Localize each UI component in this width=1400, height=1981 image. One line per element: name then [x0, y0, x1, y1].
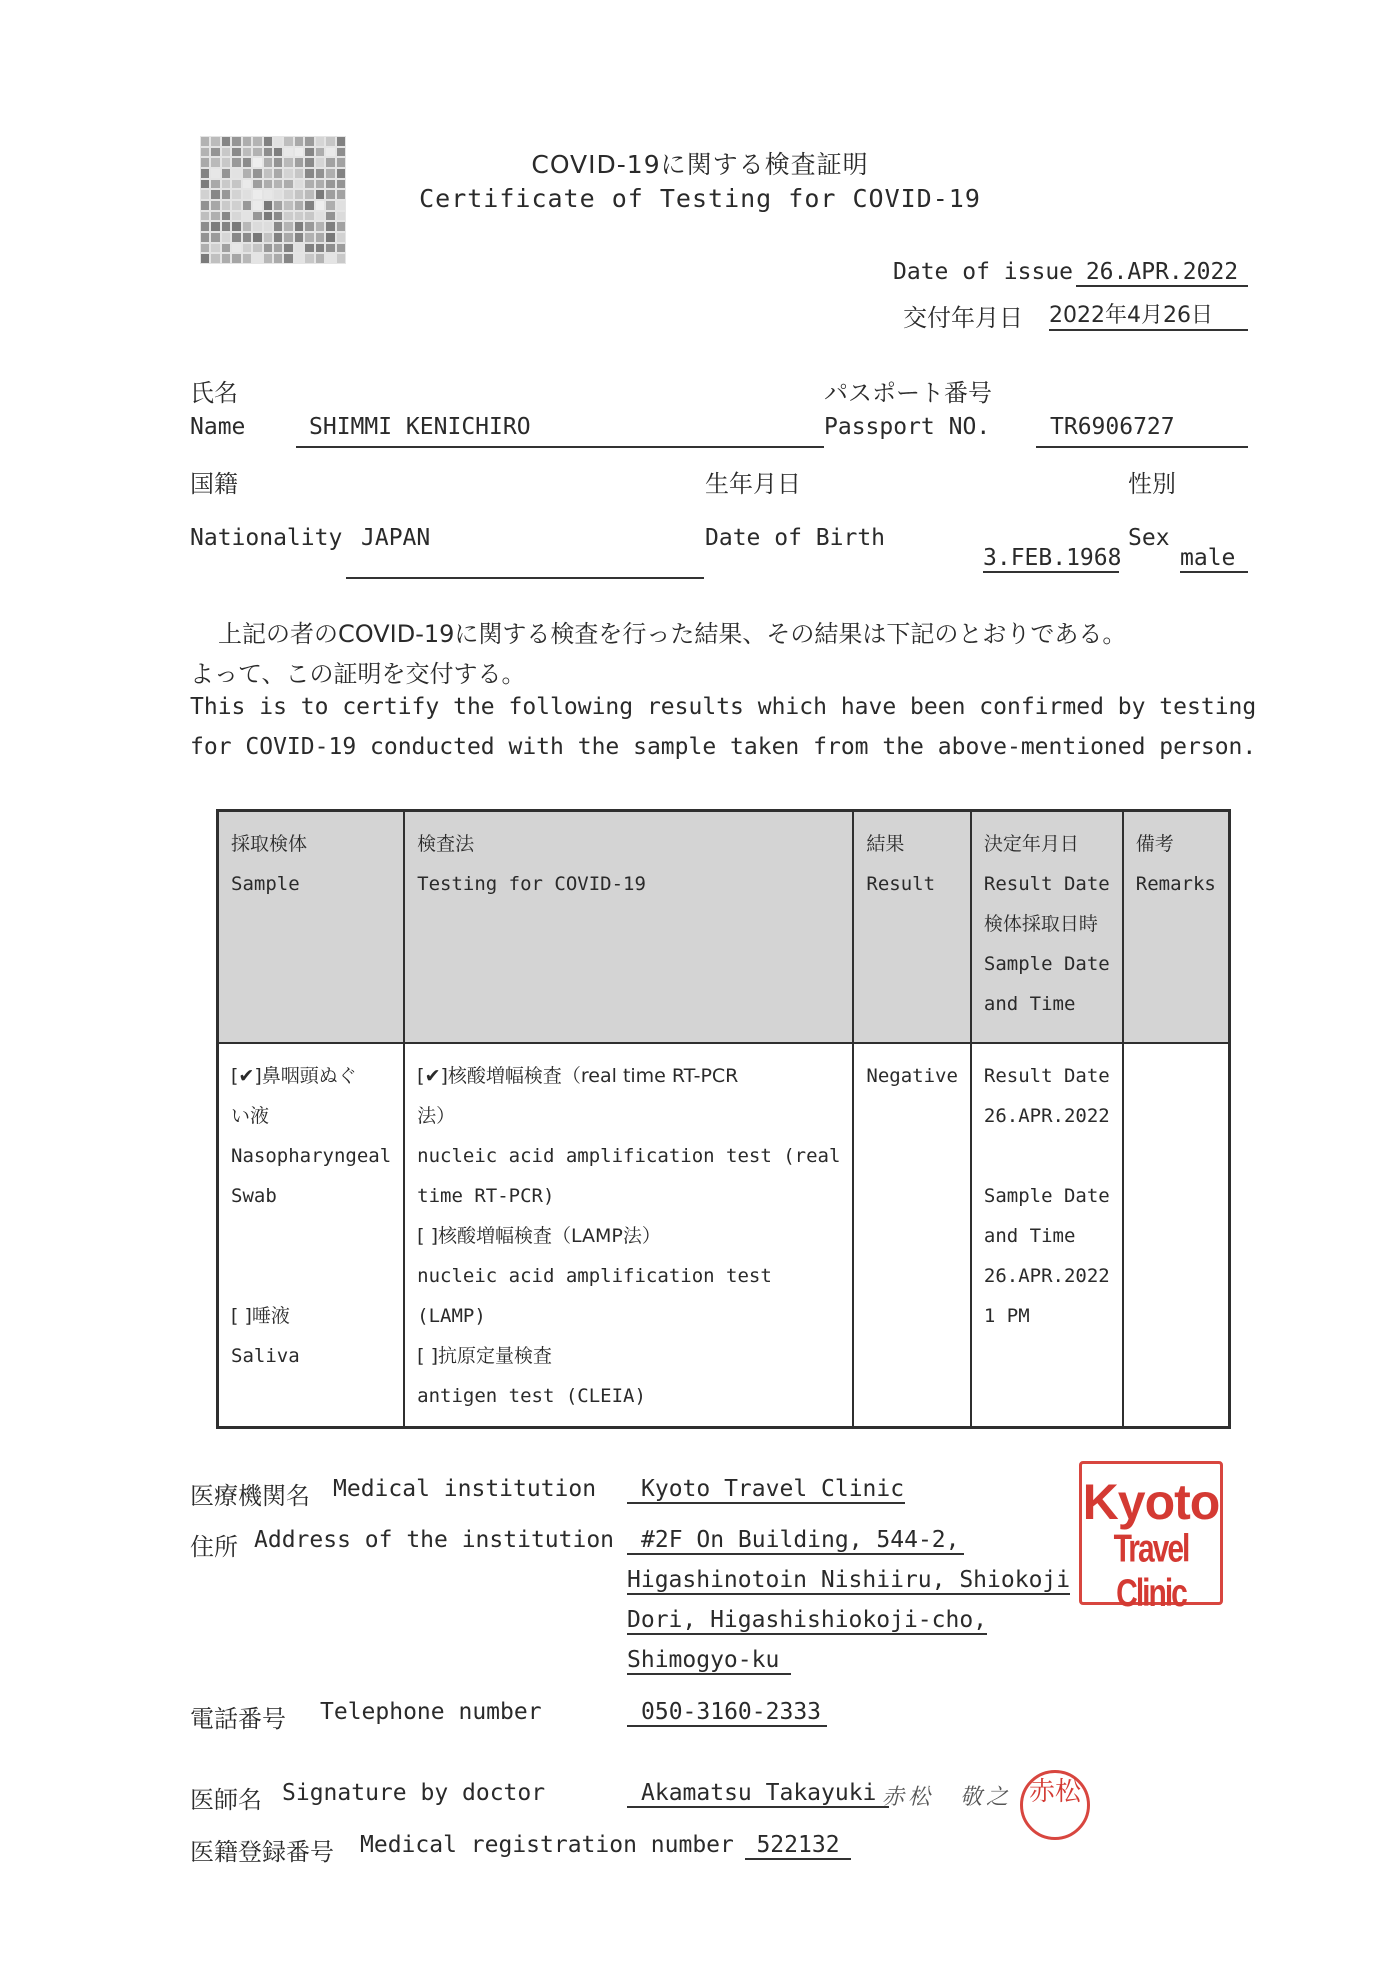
sex-label-jp: 性別	[1128, 470, 1176, 498]
sample-opt1-en-a: Nasopharyngeal	[231, 1145, 392, 1167]
name-label-en: Name	[190, 414, 246, 440]
title-en: Certificate of Testing for COVID-19	[419, 184, 981, 213]
address-line-1: #2F On Building, 544-2,	[627, 1527, 964, 1555]
results-table	[216, 809, 1231, 1429]
telephone-label-en: Telephone number	[320, 1699, 542, 1725]
method-1-jp-a: [✔]核酸増幅検査（real time RT-PCR	[417, 1065, 739, 1087]
signature-label-en: Signature by doctor	[282, 1780, 546, 1806]
statement-en-2: for COVID-19 conducted with the sample taken from the above-mentioned person.	[190, 734, 1257, 760]
method-2-en-b: (LAMP)	[417, 1305, 486, 1327]
method-2-jp: [ ]核酸増幅検査（LAMP法）	[417, 1225, 661, 1247]
issue-value-en: 26.APR.2022	[1076, 259, 1248, 287]
statement-jp-2: よって、この証明を交付する。	[190, 660, 526, 688]
sample-date-label-b: and Time	[983, 1225, 1076, 1247]
method-1-jp-b: 法）	[417, 1105, 456, 1127]
passport-value: TR6906727	[1050, 414, 1175, 440]
header-date	[971, 811, 1123, 1044]
statement-jp-1: 上記の者のCOVID-19に関する検査を行った結果、その結果は下記のとおりである。	[218, 620, 1127, 648]
cell-remarks	[1123, 1043, 1230, 1428]
sample-opt1-en-b: Swab	[231, 1185, 277, 1207]
sample-date-label-a: Sample Date	[983, 1185, 1110, 1207]
cell-result	[853, 1043, 971, 1428]
method-2-en-a: nucleic acid amplification test	[417, 1265, 772, 1287]
header-date-jp: 決定年月日	[983, 833, 1079, 855]
table-row	[218, 1043, 1230, 1428]
header-remarks-en: Remarks	[1135, 873, 1216, 895]
stamp-line-1: Kyoto	[1082, 1474, 1220, 1530]
result-value: Negative	[866, 1065, 958, 1087]
cell-sample	[218, 1043, 405, 1428]
sample-time-value: 1 PM	[983, 1305, 1030, 1327]
telephone-label-jp: 電話番号	[190, 1705, 286, 1733]
header-result-jp: 結果	[866, 833, 905, 855]
sample-opt2-jp: [ ]唾液	[231, 1305, 290, 1327]
sex-label-en: Sex	[1128, 525, 1170, 551]
dob-label-en: Date of Birth	[705, 525, 886, 551]
cell-method	[404, 1043, 853, 1428]
address-label-jp: 住所	[190, 1533, 238, 1561]
dob-label-jp: 生年月日	[705, 470, 801, 498]
header-result	[853, 811, 971, 1044]
name-value: SHIMMI KENICHIRO	[309, 414, 531, 440]
method-1-en-a: nucleic acid amplification test (real	[417, 1145, 841, 1167]
doctor-handwritten-signature: 赤松 敬之	[882, 1785, 1013, 1810]
sample-opt1-jp-a: [✔]鼻咽頭ぬぐ	[231, 1065, 357, 1087]
header-method-en: Testing for COVID-19	[417, 873, 646, 895]
institution-name: Kyoto Travel Clinic	[627, 1476, 905, 1504]
registration-label-jp: 医籍登録番号	[190, 1838, 334, 1866]
name-label-jp: 氏名	[190, 379, 238, 407]
header-date-en: Result Date	[983, 873, 1110, 895]
name-underline	[296, 446, 824, 448]
address-line-3: Dori, Higashishiokoji-cho,	[627, 1607, 988, 1633]
sample-opt2-en: Saliva	[231, 1345, 300, 1367]
table-header-row	[218, 811, 1230, 1044]
passport-underline	[1036, 446, 1248, 448]
cell-dates	[971, 1043, 1123, 1428]
address-label-en: Address of the institution	[254, 1527, 615, 1553]
header-remarks	[1123, 811, 1230, 1044]
nationality-underline	[346, 577, 704, 579]
registration-label-en: Medical registration number	[360, 1832, 734, 1858]
passport-label-en: Passport NO.	[824, 414, 991, 440]
header-method	[404, 811, 853, 1044]
header-method-jp: 検査法	[417, 833, 475, 855]
header-sample-date-jp: 検体採取日時	[983, 913, 1098, 935]
clinic-stamp	[1079, 1461, 1223, 1615]
header-sample	[218, 811, 405, 1044]
result-date-label: Result Date	[983, 1065, 1110, 1087]
header-result-en: Result	[866, 873, 936, 895]
header-sample-jp: 採取検体	[231, 833, 308, 855]
signature-label-jp: 医師名	[190, 1786, 262, 1814]
issue-label-en: Date of issue	[893, 259, 1074, 285]
stamp-line-2: Travel Clinic	[1113, 1527, 1189, 1615]
header-sample-en: Sample	[231, 873, 300, 895]
address-line-4: Shimogyo-ku	[627, 1647, 791, 1675]
doctor-seal: 赤松	[1020, 1770, 1090, 1840]
sample-opt1-jp-b: い液	[231, 1105, 270, 1127]
doctor-name: Akamatsu Takayuki	[627, 1780, 889, 1808]
nationality-value: JAPAN	[361, 525, 431, 551]
passport-label-jp: パスポート番号	[824, 379, 992, 407]
telephone-value: 050-3160-2333	[627, 1699, 827, 1727]
method-3-jp: [ ]抗原定量検査	[417, 1345, 553, 1367]
header-sample-time-en: and Time	[983, 993, 1076, 1015]
title-jp: COVID-19に関する検査証明	[531, 150, 869, 179]
statement-en-1: This is to certify the following results which have been confirmed by testing	[190, 694, 1257, 720]
nationality-label-en: Nationality	[190, 525, 343, 551]
registration-value: 522132	[745, 1832, 851, 1860]
issue-label-jp: 交付年月日	[903, 304, 1023, 332]
sample-date-value: 26.APR.2022	[983, 1265, 1110, 1287]
sex-value: male	[1180, 545, 1248, 573]
institution-label-en: Medical institution	[333, 1476, 597, 1502]
nationality-label-jp: 国籍	[190, 470, 238, 498]
result-date-value: 26.APR.2022	[983, 1105, 1110, 1127]
method-1-en-b: time RT-PCR)	[417, 1185, 555, 1207]
issue-value-jp: 2022年4月26日	[1049, 298, 1248, 331]
header-sample-date-en: Sample Date	[983, 953, 1110, 975]
header-remarks-jp: 備考	[1135, 833, 1174, 855]
dob-value: 3.FEB.1968	[983, 545, 1122, 571]
method-3-en: antigen test (CLEIA)	[417, 1385, 646, 1407]
institution-label-jp: 医療機関名	[190, 1482, 310, 1510]
address-line-2: Higashinotoin Nishiiru, Shiokoji	[627, 1567, 1071, 1593]
